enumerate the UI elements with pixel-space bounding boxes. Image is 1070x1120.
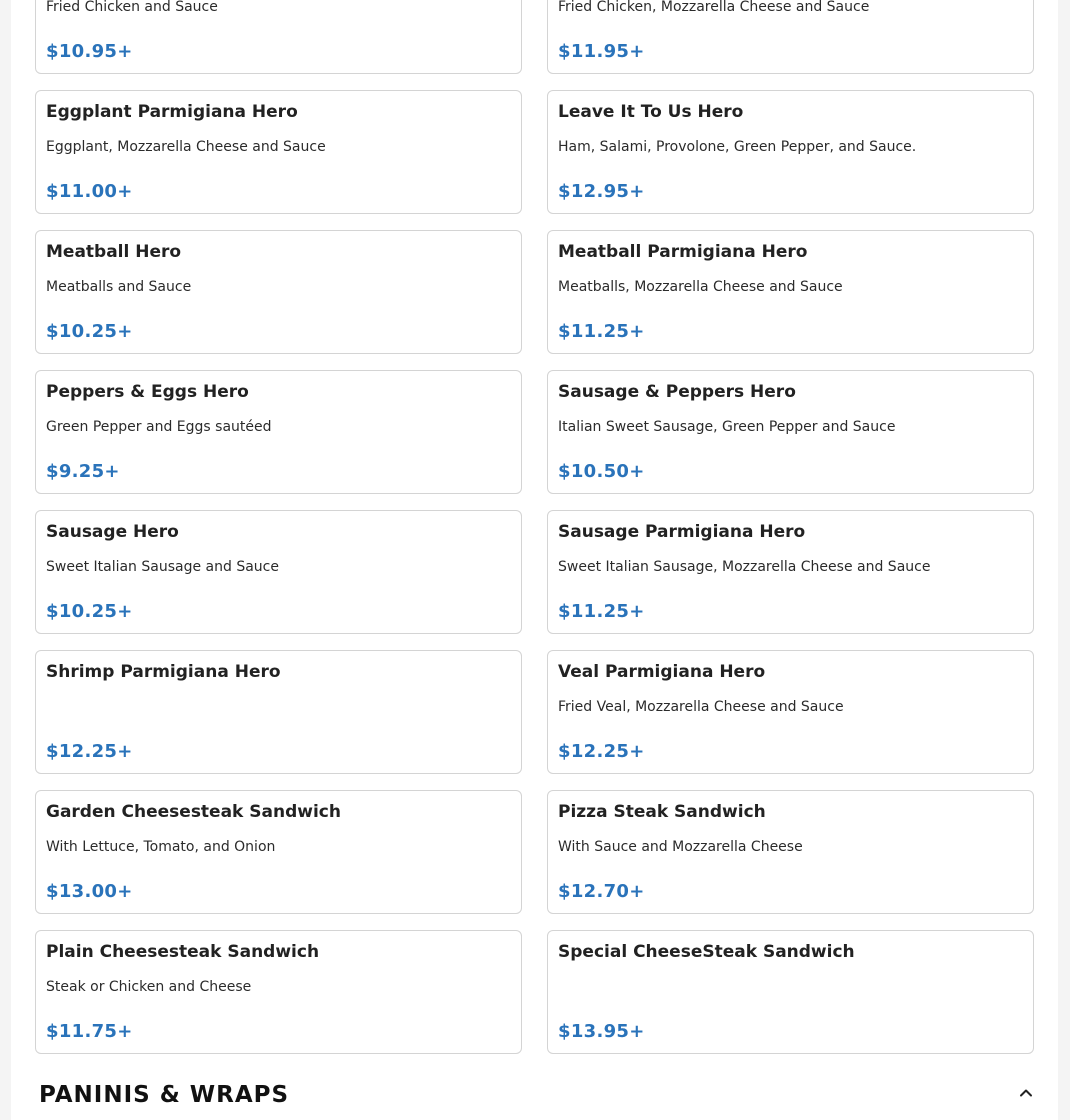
menu-item-price: $10.25+ bbox=[46, 321, 133, 342]
menu-item-card[interactable] bbox=[35, 370, 522, 494]
menu-item-description: Fried Chicken and Sauce bbox=[46, 0, 218, 15]
menu-item-description: Sweet Italian Sausage, Mozzarella Cheese and Sauce bbox=[558, 559, 931, 575]
menu-item-description: With Sauce and Mozzarella Cheese bbox=[558, 839, 803, 855]
menu-item-card[interactable] bbox=[547, 790, 1034, 914]
menu-item-name: Meatball Parmigiana Hero bbox=[558, 242, 808, 262]
menu-item-price: $10.50+ bbox=[558, 461, 645, 482]
menu-item-card[interactable] bbox=[35, 0, 522, 74]
chevron-up-icon bbox=[1018, 1085, 1034, 1101]
menu-item-description: Meatballs, Mozzarella Cheese and Sauce bbox=[558, 279, 843, 295]
menu-item-price: $11.95+ bbox=[558, 41, 645, 62]
menu-item-description: Steak or Chicken and Cheese bbox=[46, 979, 252, 995]
menu-item-card[interactable] bbox=[35, 790, 522, 914]
menu-item-price: $12.95+ bbox=[558, 181, 645, 202]
menu-item-name: Sausage Parmigiana Hero bbox=[558, 522, 806, 542]
section-title: PANINIS & WRAPS bbox=[39, 1082, 290, 1108]
menu-item-description: Green Pepper and Eggs sautéed bbox=[46, 419, 272, 435]
menu-item-name: Plain Cheesesteak Sandwich bbox=[46, 942, 320, 962]
menu-page bbox=[11, 0, 1058, 1120]
menu-item-description: Fried Chicken, Mozzarella Cheese and Sauce bbox=[558, 0, 870, 15]
menu-item-card[interactable] bbox=[35, 650, 522, 774]
menu-item-price: $9.25+ bbox=[46, 461, 120, 482]
menu-item-card[interactable] bbox=[35, 510, 522, 634]
menu-item-price: $11.00+ bbox=[46, 181, 133, 202]
menu-item-name: Veal Parmigiana Hero bbox=[558, 662, 766, 682]
menu-item-description: Fried Veal, Mozzarella Cheese and Sauce bbox=[558, 699, 844, 715]
menu-item-price: $11.25+ bbox=[558, 601, 645, 622]
menu-item-card[interactable] bbox=[547, 230, 1034, 354]
menu-item-price: $12.25+ bbox=[558, 741, 645, 762]
menu-item-price: $12.70+ bbox=[558, 881, 645, 902]
menu-item-name: Special CheeseSteak Sandwich bbox=[558, 942, 855, 962]
menu-item-card[interactable] bbox=[35, 90, 522, 214]
collapse-section-button[interactable] bbox=[1013, 1080, 1039, 1106]
menu-item-description: With Lettuce, Tomato, and Onion bbox=[46, 839, 276, 855]
menu-item-card[interactable] bbox=[35, 230, 522, 354]
menu-item-card[interactable] bbox=[547, 90, 1034, 214]
menu-item-name: Leave It To Us Hero bbox=[558, 102, 744, 122]
menu-item-name: Eggplant Parmigiana Hero bbox=[46, 102, 298, 122]
menu-item-price: $10.25+ bbox=[46, 601, 133, 622]
menu-item-name: Pizza Steak Sandwich bbox=[558, 802, 766, 822]
menu-item-price: $13.00+ bbox=[46, 881, 133, 902]
menu-item-card[interactable] bbox=[547, 510, 1034, 634]
menu-item-price: $11.75+ bbox=[46, 1021, 133, 1042]
menu-item-description: Meatballs and Sauce bbox=[46, 279, 192, 295]
menu-item-name: Sausage & Peppers Hero bbox=[558, 382, 796, 402]
menu-item-description: Sweet Italian Sausage and Sauce bbox=[46, 559, 279, 575]
menu-item-card[interactable] bbox=[547, 650, 1034, 774]
menu-item-price: $11.25+ bbox=[558, 321, 645, 342]
menu-item-price: $12.25+ bbox=[46, 741, 133, 762]
menu-item-description: Italian Sweet Sausage, Green Pepper and Sauce bbox=[558, 419, 896, 435]
menu-item-name: Shrimp Parmigiana Hero bbox=[46, 662, 281, 682]
menu-item-card[interactable] bbox=[35, 930, 522, 1054]
menu-items-grid bbox=[35, 0, 1034, 1054]
menu-item-name: Meatball Hero bbox=[46, 242, 182, 262]
menu-item-card[interactable] bbox=[547, 930, 1034, 1054]
menu-item-card[interactable] bbox=[547, 0, 1034, 74]
menu-item-name: Garden Cheesesteak Sandwich bbox=[46, 802, 341, 822]
menu-item-card[interactable] bbox=[547, 370, 1034, 494]
menu-item-price: $13.95+ bbox=[558, 1021, 645, 1042]
menu-item-name: Sausage Hero bbox=[46, 522, 179, 542]
menu-item-description: Eggplant, Mozzarella Cheese and Sauce bbox=[46, 139, 326, 155]
section-header-paninis-wraps[interactable] bbox=[39, 1080, 1039, 1120]
menu-item-price: $10.95+ bbox=[46, 41, 133, 62]
menu-item-description: Ham, Salami, Provolone, Green Pepper, and Sauce. bbox=[558, 139, 917, 155]
menu-item-name: Peppers & Eggs Hero bbox=[46, 382, 249, 402]
